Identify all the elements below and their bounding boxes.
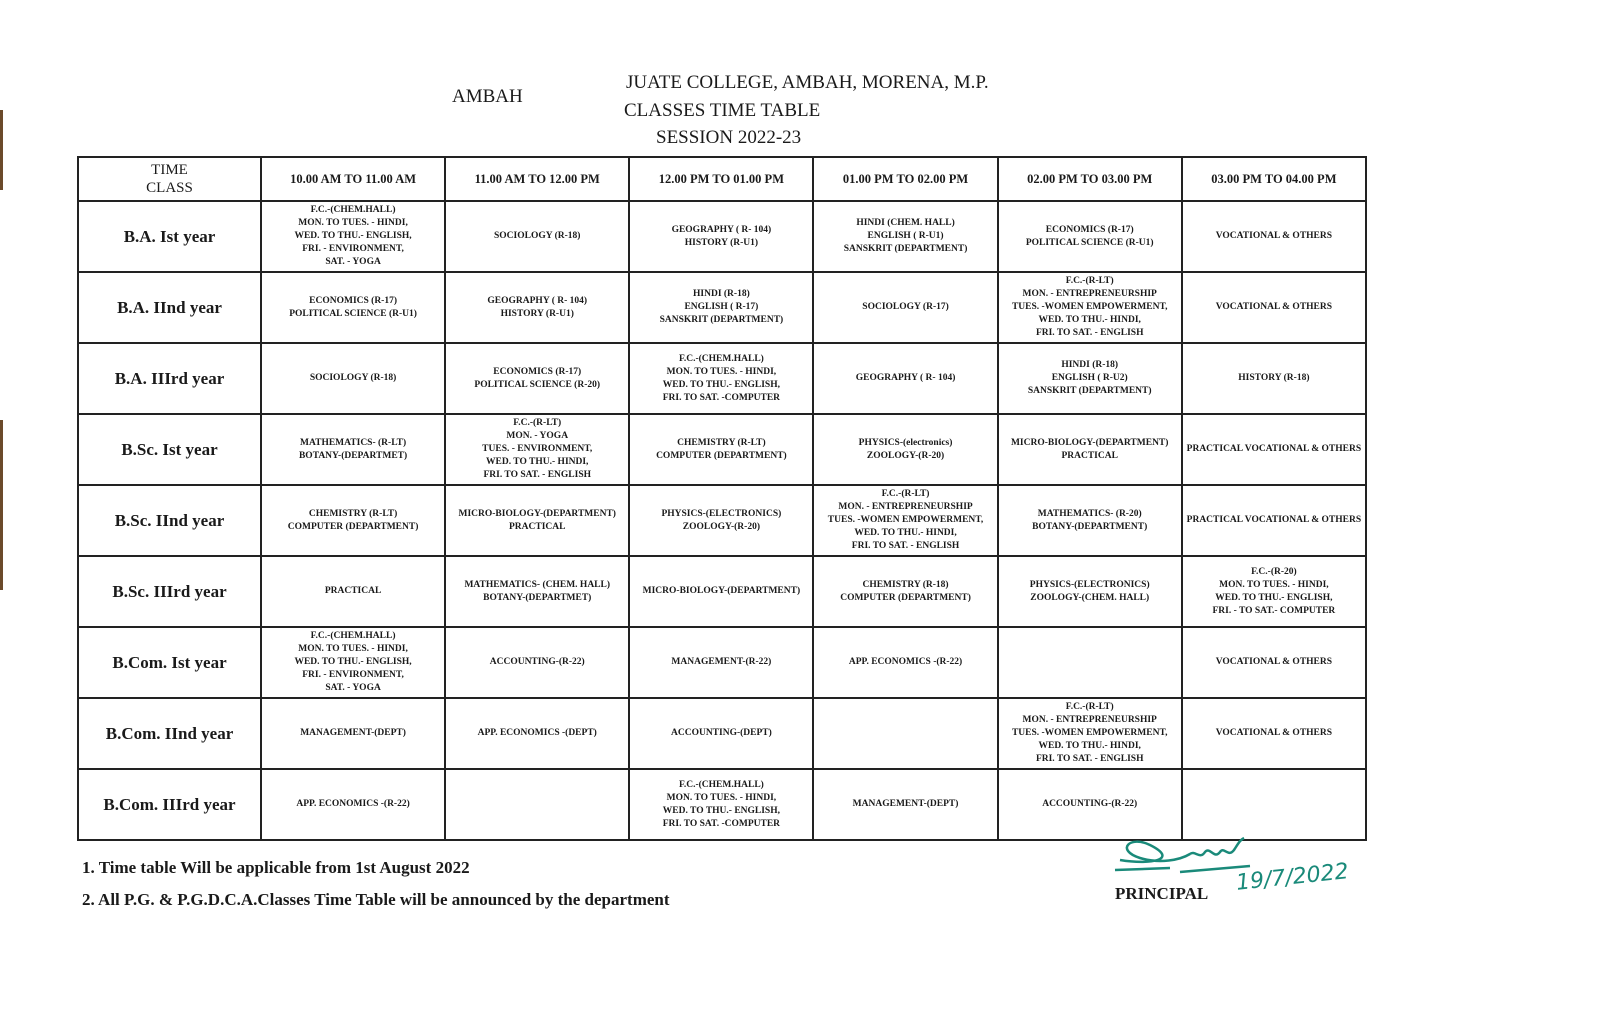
- table-row: [78, 556, 1366, 627]
- timetable-cell: HINDI (CHEM. HALL) ENGLISH ( R-U1) SANSKRIT (DEPARTMENT): [813, 201, 997, 272]
- timetable-cell: F.C.-(R-LT) MON. - YOGA TUES. - ENVIRONMENT, WED. TO THU.- HINDI, FRI. TO SAT. - ENGLISH: [445, 414, 629, 485]
- timetable-cell: CHEMISTRY (R-18) COMPUTER (DEPARTMENT): [813, 556, 997, 627]
- timetable-cell: PHYSICS-(ELECTRONICS) ZOOLOGY-(R-20): [629, 485, 813, 556]
- timetable-header-row: [78, 157, 1366, 201]
- note-applicable-date: 1. Time table Will be applicable from 1st August 2022: [82, 858, 470, 877]
- timetable-cell: GEOGRAPHY ( R- 104): [813, 343, 997, 414]
- principal-label: PRINCIPAL: [1115, 884, 1209, 903]
- timetable-cell: HINDI (R-18) ENGLISH ( R-U2) SANSKRIT (DEPARTMENT): [998, 343, 1182, 414]
- timetable-cell: APP. ECONOMICS -(R-22): [813, 627, 997, 698]
- time-slot-header: 11.00 AM TO 12.00 PM: [445, 157, 629, 201]
- timetable-cell: ECONOMICS (R-17) POLITICAL SCIENCE (R-20): [445, 343, 629, 414]
- timetable-cell: F.C.-(CHEM.HALL) MON. TO TUES. - HINDI, WED. TO THU.- ENGLISH, FRI. TO SAT. -COMPUTER: [629, 343, 813, 414]
- table-row: [78, 627, 1366, 698]
- timetable-cell: ACCOUNTING-(DEPT): [629, 698, 813, 769]
- timetable-cell: F.C.-(CHEM.HALL) MON. TO TUES. - HINDI, WED. TO THU.- ENGLISH, FRI. TO SAT. -COMPUTER: [629, 769, 813, 840]
- timetable-cell: MANAGEMENT-(DEPT): [813, 769, 997, 840]
- time-slot-header: 01.00 PM TO 02.00 PM: [813, 157, 997, 201]
- timetable-cell: VOCATIONAL & OTHERS: [1182, 627, 1366, 698]
- class-name: B.Sc. IInd year: [78, 485, 261, 556]
- timetable-cell: [813, 698, 997, 769]
- timetable-cell: PHYSICS-(electronics) ZOOLOGY-(R-20): [813, 414, 997, 485]
- timetable-cell: APP. ECONOMICS -(R-22): [261, 769, 445, 840]
- signature-date: 19/7/2022: [1234, 859, 1350, 896]
- timetable-cell: MANAGEMENT-(DEPT): [261, 698, 445, 769]
- timetable-cell: ACCOUNTING-(R-22): [445, 627, 629, 698]
- timetable-cell: HISTORY (R-18): [1182, 343, 1366, 414]
- timetable-cell: F.C.-(R-LT) MON. - ENTREPRENEURSHIP TUES. -WOMEN EMPOWERMENT, WED. TO THU.- HINDI, FRI. TO SAT. - ENGLISH: [998, 698, 1182, 769]
- timetable-cell: CHEMISTRY (R-LT) COMPUTER (DEPARTMENT): [261, 485, 445, 556]
- timetable-cell: [445, 769, 629, 840]
- timetable-cell: F.C.-(CHEM.HALL) MON. TO TUES. - HINDI, WED. TO THU.- ENGLISH, FRI. - ENVIRONMENT, SAT. - YOGA: [261, 627, 445, 698]
- timetable-cell: VOCATIONAL & OTHERS: [1182, 698, 1366, 769]
- table-row: [78, 272, 1366, 343]
- class-name: B.Com. IIIrd year: [78, 769, 261, 840]
- timetable-cell: ECONOMICS (R-17) POLITICAL SCIENCE (R-U1): [998, 201, 1182, 272]
- timetable-cell: GEOGRAPHY ( R- 104) HISTORY (R-U1): [629, 201, 813, 272]
- timetable-cell: HINDI (R-18) ENGLISH ( R-17) SANSKRIT (DEPARTMENT): [629, 272, 813, 343]
- timetable-cell: APP. ECONOMICS -(DEPT): [445, 698, 629, 769]
- timetable-cell: F.C.-(CHEM.HALL) MON. TO TUES. - HINDI, WED. TO THU.- ENGLISH, FRI. - ENVIRONMENT, SAT. - YOGA: [261, 201, 445, 272]
- timetable-cell: VOCATIONAL & OTHERS: [1182, 201, 1366, 272]
- timetable-cell: MATHEMATICS- (CHEM. HALL) BOTANY-(DEPARTMET): [445, 556, 629, 627]
- timetable-cell: PRACTICAL VOCATIONAL & OTHERS: [1182, 485, 1366, 556]
- timetable-cell: CHEMISTRY (R-LT) COMPUTER (DEPARTMENT): [629, 414, 813, 485]
- timetable: [77, 156, 1367, 841]
- table-row: [78, 343, 1366, 414]
- class-name: B.Sc. IIIrd year: [78, 556, 261, 627]
- class-name: B.Sc. Ist year: [78, 414, 261, 485]
- class-name: B.Com. Ist year: [78, 627, 261, 698]
- time-slot-header: 12.00 PM TO 01.00 PM: [629, 157, 813, 201]
- timetable-cell: SOCIOLOGY (R-18): [261, 343, 445, 414]
- scan-edge: [0, 110, 3, 190]
- timetable-cell: MANAGEMENT-(R-22): [629, 627, 813, 698]
- scan-edge: [0, 420, 3, 590]
- time-slot-header: 10.00 AM TO 11.00 AM: [261, 157, 445, 201]
- timetable-cell: MICRO-BIOLOGY-(DEPARTMENT) PRACTICAL: [445, 485, 629, 556]
- table-row: [78, 414, 1366, 485]
- class-name: B.A. Ist year: [78, 201, 261, 272]
- timetable-cell: MICRO-BIOLOGY-(DEPARTMENT) PRACTICAL: [998, 414, 1182, 485]
- session-label: SESSION 2022-23: [656, 127, 802, 148]
- table-row: [78, 201, 1366, 272]
- college-name: JUATE COLLEGE, AMBAH, MORENA, M.P.: [626, 72, 989, 93]
- table-row: [78, 485, 1366, 556]
- class-name: B.A. IInd year: [78, 272, 261, 343]
- note-pg-classes: 2. All P.G. & P.G.D.C.A.Classes Time Table will be announced by the department: [82, 890, 670, 909]
- timetable-cell: F.C.-(R-20) MON. TO TUES. - HINDI, WED. TO THU.- ENGLISH, FRI. - TO SAT.- COMPUTER: [1182, 556, 1366, 627]
- timetable-cell: GEOGRAPHY ( R- 104) HISTORY (R-U1): [445, 272, 629, 343]
- timetable-cell: F.C.-(R-LT) MON. - ENTREPRENEURSHIP TUES. -WOMEN EMPOWERMENT, WED. TO THU.- HINDI, FRI. TO SAT. - ENGLISH: [813, 485, 997, 556]
- class-name: B.A. IIIrd year: [78, 343, 261, 414]
- table-row: [78, 698, 1366, 769]
- time-class-corner: TIME CLASS: [78, 157, 261, 201]
- document-title: CLASSES TIME TABLE: [624, 100, 821, 121]
- time-slot-header: 03.00 PM TO 04.00 PM: [1182, 157, 1366, 201]
- timetable-cell: ECONOMICS (R-17) POLITICAL SCIENCE (R-U1): [261, 272, 445, 343]
- class-name: B.Com. IInd year: [78, 698, 261, 769]
- timetable-cell: SOCIOLOGY (R-17): [813, 272, 997, 343]
- timetable-cell: MATHEMATICS- (R-20) BOTANY-(DEPARTMENT): [998, 485, 1182, 556]
- timetable-cell: F.C.-(R-LT) MON. - ENTREPRENEURSHIP TUES. -WOMEN EMPOWERMENT, WED. TO THU.- HINDI, FRI. TO SAT. - ENGLISH: [998, 272, 1182, 343]
- timetable-cell: PRACTICAL: [261, 556, 445, 627]
- timetable-cell: MICRO-BIOLOGY-(DEPARTMENT): [629, 556, 813, 627]
- timetable-cell: VOCATIONAL & OTHERS: [1182, 272, 1366, 343]
- header-fragment: AMBAH: [452, 86, 523, 107]
- timetable-cell: MATHEMATICS- (R-LT) BOTANY-(DEPARTMET): [261, 414, 445, 485]
- timetable-cell: PHYSICS-(ELECTRONICS) ZOOLOGY-(CHEM. HALL): [998, 556, 1182, 627]
- timetable-cell: ACCOUNTING-(R-22): [998, 769, 1182, 840]
- timetable-cell: PRACTICAL VOCATIONAL & OTHERS: [1182, 414, 1366, 485]
- time-slot-header: 02.00 PM TO 03.00 PM: [998, 157, 1182, 201]
- timetable-cell: [998, 627, 1182, 698]
- timetable-cell: SOCIOLOGY (R-18): [445, 201, 629, 272]
